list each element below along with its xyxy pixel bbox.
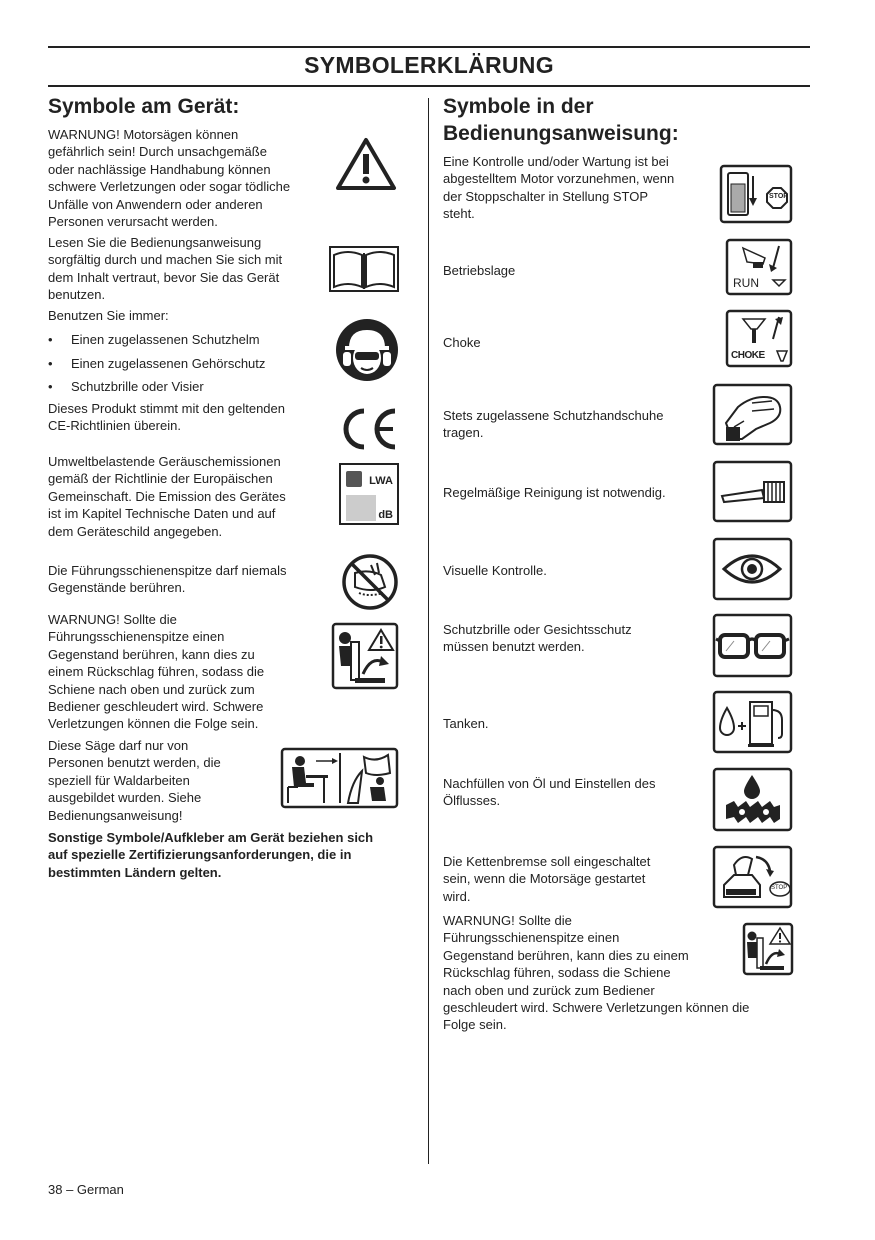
oil-text: Nachfüllen von Öl und Einstellen des Ölflusses. xyxy=(443,776,656,809)
goggles-icon xyxy=(712,613,793,678)
brush-icon xyxy=(712,460,793,523)
choke-text: Choke xyxy=(443,335,481,350)
fuel-text: Tanken. xyxy=(443,716,489,731)
ce-mark-icon xyxy=(337,405,399,453)
right-heading: Symbole in der Bedienungsanweisung: xyxy=(443,95,679,145)
goggles-text: Schutzbrille oder Gesichtsschutz müssen benutzt werden. xyxy=(443,622,632,655)
visual-check-text: Visuelle Kontrolle. xyxy=(443,563,547,578)
page-title: SYMBOLERKLÄRUNG xyxy=(304,52,554,78)
noise-text: Umweltbelastende Geräuschemissionen gemäß der Richtlinie der Europäischen Gemeinschaft. Die Emission des Gerätes ist im Kapitel Technische Daten und auf dem Geräteschild angegeben. xyxy=(48,454,286,539)
kickback-warning-small-icon xyxy=(742,922,794,976)
ce-text: Dieses Produkt stimmt mit den geltenden CE-Richtlinien überein. xyxy=(48,401,285,434)
kickback-text-left: WARNUNG! Sollte die Führungsschienenspitze einen Gegenstand berühren, kann dies zu einem Rückschlag führen, sodass die Schiene nach oben und zurück zum Bediener geschleudert wird. Schwere Verletzungen können die Folge sein. xyxy=(48,612,265,732)
warning-triangle-icon xyxy=(334,136,398,192)
top-rule xyxy=(48,46,810,48)
cleaning-text: Regelmäßige Reinigung ist notwendig. xyxy=(443,485,666,500)
run-position-icon: RUN xyxy=(725,238,793,296)
title-rule xyxy=(48,85,810,87)
choke-icon: CHOKE xyxy=(725,309,793,368)
chain-brake-icon: STOP xyxy=(712,845,793,909)
stop-switch-icon: STOP xyxy=(719,164,793,224)
warning-text: WARNUNG! Motorsägen können gefährlich sein! Durch unsachgemäße oder nachlässige Handhabung können schwere Verletzungen oder sogar tödliche Unfälle von Anwendern oder anderen Personen verursacht werden. xyxy=(48,127,291,230)
forestry-text: Diese Säge darf nur von Personen benutzt werden, die speziell für Waldarbeiten ausgebildet wurden. Siehe Bedienungsanweisung! xyxy=(48,738,221,823)
book-icon xyxy=(328,245,400,293)
chain-brake-text: Die Kettenbremse soll eingeschaltet sein, wenn die Motorsäge gestartet wird. xyxy=(443,854,651,904)
gloves-icon xyxy=(712,383,793,446)
noise-emission-icon: LWA dB xyxy=(339,463,399,525)
bold-note: Sonstige Symbole/Aufkleber am Gerät beziehen sich auf spezielle Zertifizierungsanforderungen, die in bestimmten Ländern gelten. xyxy=(48,830,374,880)
stop-switch-text: Eine Kontrolle und/oder Wartung ist bei abgestelltem Motor vorzunehmen, wenn der Stoppschalter in Stellung STOP steht. xyxy=(443,154,675,222)
run-text: Betriebslage xyxy=(443,263,516,278)
forestry-training-icon xyxy=(280,747,399,809)
kickback-warning-icon xyxy=(331,622,399,690)
chain-oil-icon xyxy=(712,767,793,832)
left-heading: Symbole am Gerät: xyxy=(48,95,240,118)
tip-text: Die Führungsschienenspitze darf niemals Gegenstände berühren. xyxy=(48,563,287,596)
no-tip-contact-icon xyxy=(341,553,399,611)
helmet-ear-protection-icon xyxy=(335,318,399,382)
kickback-text-right: WARNUNG! Sollte die Führungsschienenspitze einen Gegenstand berühren, kann dies zu einem Rückschlag führen, sodass die Schiene nach oben und zurück zum Bediener geschleudert wird. Schwere Verletzungen können die Folge sein. xyxy=(443,913,750,1033)
gloves-text: Stets zugelassene Schutzhandschuhe tragen. xyxy=(443,408,664,441)
fuel-pump-icon xyxy=(712,690,793,754)
column-divider xyxy=(428,98,429,1164)
page-footer: 38 – German xyxy=(48,1182,124,1197)
manual-text: Lesen Sie die Bedienungsanweisung sorgfältig durch und machen Sie sich mit dem Inhalt vertraut, bevor Sie das Gerät benutzen. xyxy=(48,235,283,303)
eye-icon xyxy=(712,537,793,601)
always-text: Benutzen Sie immer: xyxy=(48,308,169,323)
